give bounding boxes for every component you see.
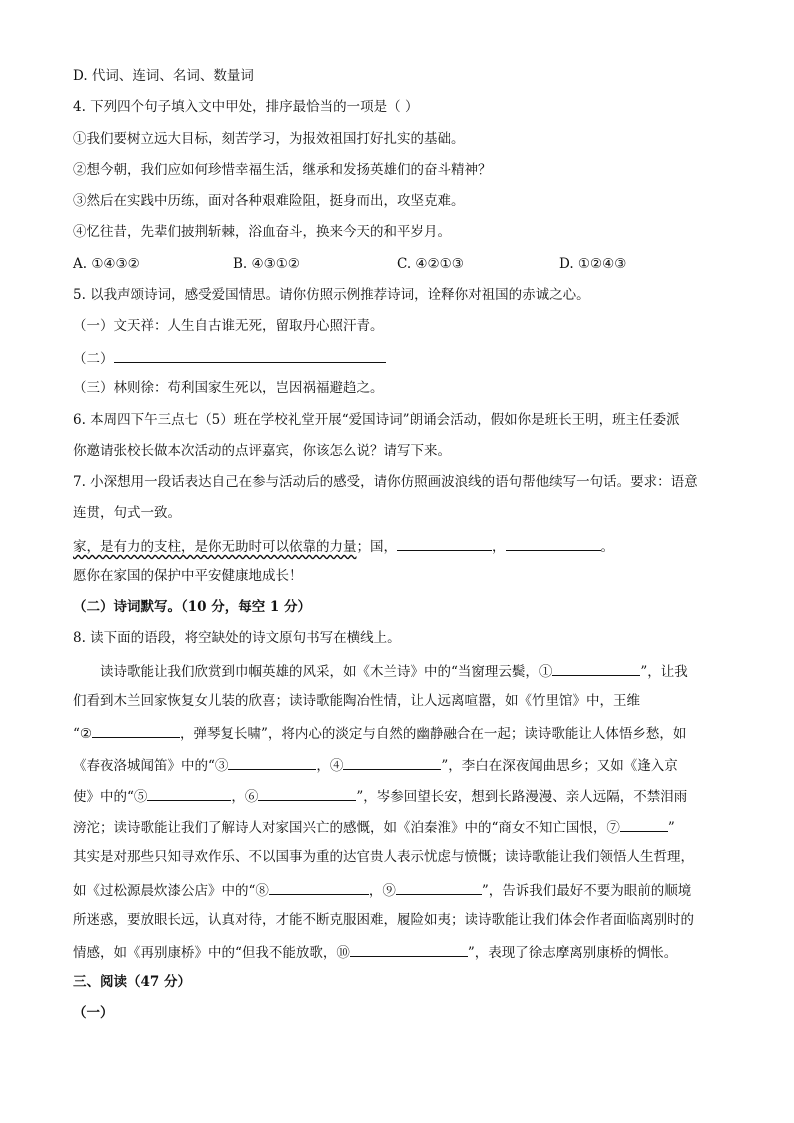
blank-10[interactable] (350, 942, 468, 957)
q8-para-line-6: 滂沱；读诗歌能让我们了解诗人对家国兴亡的感慨，如《泊秦淮》中的“商女不知亡国恨，⑦ ” (73, 817, 675, 837)
question-7-line-1: 7. 小深想用一段话表达自己在参与活动后的感受，请你仿照画波浪线的语句帮他续写一句话。要求：语意 (73, 474, 698, 490)
q8-para-line-9: 所迷惑，要放眼长远，认真对待，才能不断克服困难，履险如夷；读诗歌能让我们体会作者面临离别时的 (73, 912, 694, 928)
q8-para-line-2: 们看到木兰回家恢复女儿装的欣喜；读诗歌能陶冶性情，让人远离喧嚣，如《竹里馆》中，王维 (73, 693, 640, 709)
q4-sentence-1: ①我们要树立远大目标，刻苦学习，为报效祖国打好扎实的基础。 (73, 131, 465, 147)
q4-sentence-3: ③然后在实践中历练，面对各种艰难险阻，挺身而出，攻坚克难。 (73, 193, 465, 209)
section-2-heading: （二）诗词默写。（10 分，每空 1 分） (73, 599, 312, 615)
blank-5[interactable] (147, 786, 231, 801)
q5-example-3: （三）林则徐：苟利国家生死以，岂因祸福避趋之。 (73, 380, 384, 396)
q8-para-line-4: 《春夜洛城闻笛》中的“③ ，④ ”，李白在深夜闻曲思乡；又如《逢入京 (73, 755, 678, 775)
q7-closing: 愿你在家国的保护中平安健康地成长！ (73, 568, 303, 584)
blank-3[interactable] (228, 755, 316, 770)
question-5: 5. 以我声颂诗词，感受爱国情思。请你仿照示例推荐诗词，诠释你对祖国的赤诚之心。 (73, 287, 590, 303)
q4-sentence-2: ②想今朝，我们应如何珍惜幸福生活，继承和发扬英雄们的奋斗精神？ (73, 162, 492, 178)
question-6-line-1: 6. 本周四下午三点七（5）班在学校礼堂开展“爱国诗词”朗诵会活动，假如你是班长王明，班主任委派 (73, 412, 680, 428)
question-4: 4. 下列四个句子填入文中甲处，排序最恰当的一项是（ ） (73, 99, 419, 115)
q8-para-line-1: 读诗歌能让我们欣赏到巾帼英雄的风采，如《木兰诗》中的“当窗理云鬓，① ”，让我 (100, 661, 688, 681)
q4-option-a: A. ①④③② (73, 256, 140, 272)
question-7-line-2: 连贯，句式一致。 (73, 505, 181, 521)
blank-2[interactable] (92, 723, 180, 738)
blank-9[interactable] (396, 880, 482, 895)
question-8: 8. 读下面的语段，将空缺处的诗文原句书写在横线上。 (73, 630, 401, 646)
q8-para-line-8: 如《过松源晨炊漆公店》中的“⑧ ，⑨ ”，告诉我们最好不要为眼前的顺境 (73, 880, 691, 900)
question-6-line-2: 你邀请张校长做本次活动的点评嘉宾，你该怎么说？请写下来。 (73, 443, 451, 459)
section-3-heading: 三、阅读（47 分） (73, 974, 191, 990)
blank-6[interactable] (258, 786, 356, 801)
blank-1[interactable] (552, 661, 640, 676)
q3-option-d: D. 代词、连词、名词、数量词 (73, 68, 254, 84)
q7-blank-1[interactable] (397, 536, 492, 551)
section-3-part-1: （一） (73, 1005, 114, 1021)
q7-blank-2[interactable] (506, 536, 601, 551)
q8-para-line-3: “② ，弹琴复长啸”，将内心的淡定与自然的幽静融合在一起；读诗歌能让人体悟乡愁，如 (73, 723, 686, 743)
blank-7[interactable] (620, 817, 668, 832)
q8-para-line-7: 其实是对那些只知寻欢作乐、不以国事为重的达官贵人表示忧虑与愤慨；读诗歌能让我们领悟人生哲理， (73, 849, 694, 865)
q4-sentence-4: ④忆往昔，先辈们披荆斩棘，浴血奋斗，换来今天的和平岁月。 (73, 224, 451, 240)
q4-option-c: C. ④②①③ (397, 256, 464, 272)
q8-para-line-10: 情感，如《再别康桥》中的“但我不能放歌，⑩ ”，表现了徐志摩离别康桥的惆怅。 (73, 942, 677, 962)
q7-sentence-line: 家，是有力的支柱，是你无助时可以依靠的力量；国， ， 。 (73, 536, 614, 556)
q5-label-2: （二） (73, 351, 114, 367)
q7-wavy-sentence: 家，是有力的支柱，是你无助时可以依靠的力量 (73, 539, 357, 555)
q4-option-b: B. ④③①② (233, 256, 300, 272)
q5-answer-blank[interactable] (114, 348, 386, 363)
q5-answer-line (73, 348, 386, 368)
blank-8[interactable] (269, 880, 369, 895)
blank-4[interactable] (343, 755, 441, 770)
q5-example-1: （一）文天祥：人生自古谁无死，留取丹心照汗青。 (73, 318, 384, 334)
q8-para-line-5: 使》中的“⑤ ，⑥ ”，岑参回望长安，想到长路漫漫、亲人远隔，不禁泪雨 (73, 786, 687, 806)
q4-option-d: D. ①②④③ (559, 256, 627, 272)
